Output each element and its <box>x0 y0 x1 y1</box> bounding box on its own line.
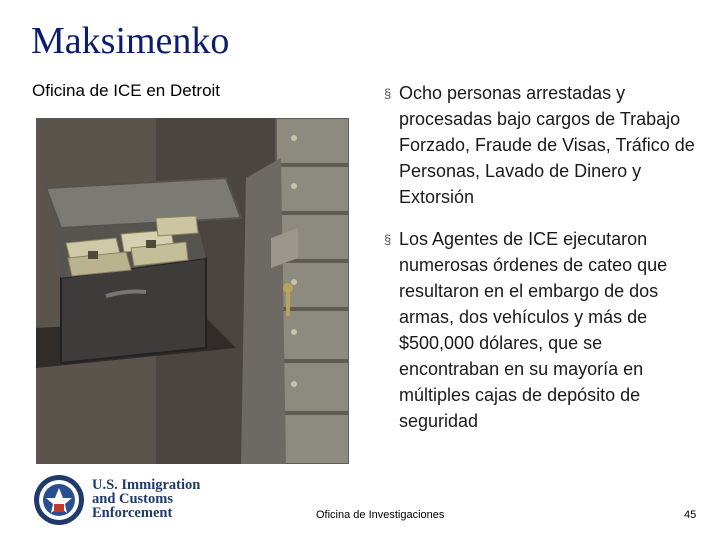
logo-line-3: Enforcement <box>92 505 173 521</box>
footer-text: Oficina de Investigaciones <box>316 509 445 521</box>
bullet-text: Ocho personas arrestadas y procesadas bajo cargos de Trabajo Forzado, Fraude de Visas, Tráfico de Personas, Lavado de Dinero y Extorsión <box>399 83 695 207</box>
logo-wordmark <box>92 478 200 520</box>
dhs-seal-icon <box>32 474 86 526</box>
safe-deposit-photo <box>36 118 349 464</box>
ice-logo <box>32 474 232 526</box>
bullet-text: Los Agentes de ICE ejecutaron numerosas órdenes de cateo que resultaron en el embargo de dos armas, dos vehículos y más de $500,000 dólares, que se encontraban en su mayoría en múltiples cajas de depósito de seguridad <box>399 229 668 431</box>
safe-deposit-box-illustration <box>36 118 349 464</box>
bullet-list <box>384 80 704 450</box>
logo-line-1: U.S. Immigration <box>92 477 201 493</box>
page-number: 45 <box>684 509 697 521</box>
bullet-item <box>384 80 704 210</box>
bullet-marker: § <box>384 232 392 247</box>
logo-line-2: and Customs <box>92 491 173 507</box>
bullet-item <box>384 226 704 434</box>
bullet-marker: § <box>384 86 392 101</box>
slide-subtitle: Oficina de ICE en Detroit <box>32 81 221 100</box>
slide-title: Maksimenko <box>31 20 230 62</box>
